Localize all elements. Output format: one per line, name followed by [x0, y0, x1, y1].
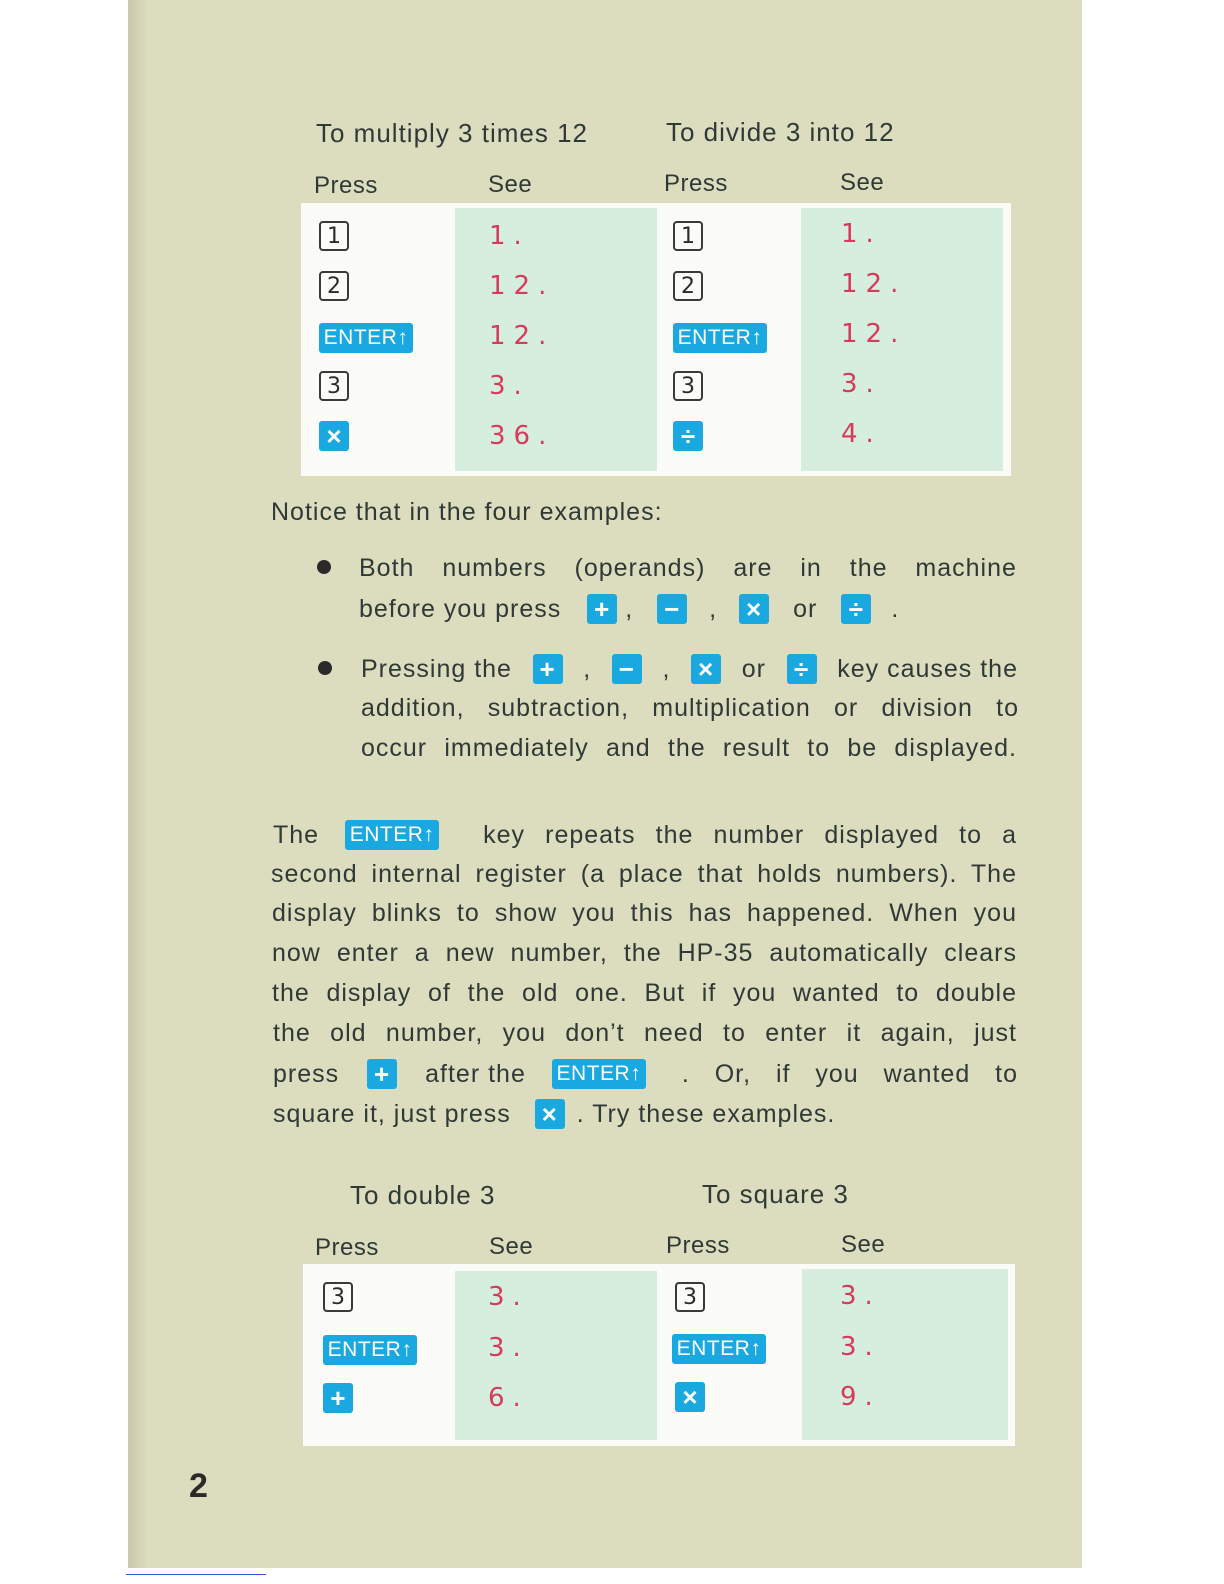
word: machine: [915, 554, 1017, 582]
digit-key: 3: [319, 371, 349, 401]
enter-para-line1-end: key repeats the number displayed to a: [483, 820, 1017, 849]
times-key: ×: [739, 594, 769, 624]
page-spine: [128, 0, 148, 1568]
divide-display-1: 1.: [841, 219, 882, 249]
footer-link-underline[interactable]: [126, 1574, 266, 1575]
bullet2-line2: addition, subtraction, multiplication or division to: [361, 694, 1019, 722]
try-text: . Try these examples.: [576, 1099, 836, 1128]
bullet1-line2: [359, 594, 899, 624]
square-text: square it, just press: [273, 1099, 511, 1128]
page-number: 2: [189, 1467, 208, 1505]
multiply-key-4: [319, 371, 349, 401]
double-display-column: [455, 1271, 657, 1440]
times-key: ×: [535, 1099, 565, 1129]
word: Both: [359, 554, 415, 582]
top-example-table: [301, 203, 1011, 476]
double-press-header: Press: [315, 1234, 379, 1261]
notice-intro: Notice that in the four examples:: [271, 498, 663, 526]
times-key: ×: [319, 421, 349, 451]
digit-key: 3: [673, 371, 703, 401]
press-text: press: [273, 1059, 340, 1088]
word: numbers: [442, 554, 547, 582]
enter-key: ENTER↑: [552, 1059, 646, 1089]
enter-para-line5: the display of the old one. But if you wanted to double: [272, 979, 1017, 1007]
plus-key: +: [533, 654, 563, 684]
bullet2-line1: [361, 654, 1018, 688]
word: are: [733, 554, 773, 582]
bullet-dot: [317, 560, 331, 574]
divide-title: To divide 3 into 12: [666, 117, 895, 147]
minus-key: −: [657, 594, 687, 624]
divide-key-5: [673, 421, 703, 451]
multiply-display-3: 12.: [489, 321, 555, 351]
square-key-2: [672, 1334, 766, 1364]
plus-key: +: [323, 1383, 353, 1413]
times-key: ×: [675, 1382, 705, 1412]
divide-display-4: 3.: [841, 369, 882, 399]
divide-key: ÷: [673, 421, 703, 451]
enter-key: ENTER↑: [319, 323, 413, 353]
square-display-2: 3.: [840, 1332, 881, 1362]
digit-key: 1: [673, 221, 703, 251]
enter-key: ENTER↑: [673, 323, 767, 353]
digit-key: 1: [319, 221, 349, 251]
double-key-3: [323, 1383, 353, 1413]
enter-para-line1: [273, 820, 1017, 854]
word: (operands): [574, 554, 706, 582]
word: the: [849, 554, 888, 582]
digit-key: 3: [323, 1282, 353, 1312]
double-key-1: [323, 1282, 353, 1312]
multiply-display-5: 36.: [489, 421, 555, 451]
enter-para-line2: second internal register (a place that holds numbers). The: [271, 860, 1017, 888]
multiply-key-3: [319, 323, 413, 353]
plus-key: +: [367, 1059, 397, 1089]
divide-display-3: 12.: [841, 319, 907, 349]
multiply-display-2: 12.: [489, 271, 555, 301]
enter-para-line4: now enter a new number, the HP-35 automatically clears: [272, 939, 1017, 967]
multiply-display-4: 3.: [489, 371, 530, 401]
times-key: ×: [691, 654, 721, 684]
enter-key: ENTER↑: [345, 820, 439, 850]
divide-display-2: 12.: [841, 269, 907, 299]
separator: ,: [662, 654, 671, 683]
bullet1-line1: [359, 554, 1017, 588]
enter-para-line7: [273, 1059, 1018, 1093]
or-text: or: [793, 594, 818, 623]
square-see-header: See: [841, 1231, 886, 1258]
multiply-display-1: 1.: [489, 221, 530, 251]
divide-press-header: Press: [664, 170, 728, 197]
bullet-dot: [318, 661, 332, 675]
digit-key: 2: [319, 271, 349, 301]
enter-para-line3: display blinks to show you this has happened. When you: [272, 899, 1017, 927]
square-display-column: [802, 1269, 1008, 1440]
divide-key-2: [673, 271, 703, 301]
square-display-3: 9.: [840, 1382, 881, 1412]
enter-key: ENTER↑: [323, 1335, 417, 1365]
multiply-see-header: See: [488, 171, 533, 198]
square-press-header: Press: [666, 1232, 730, 1259]
enter-para-line6: the old number, you don’t need to enter it again, just: [273, 1019, 1017, 1047]
bullet2-line3: occur immediately and the result to be displayed.: [361, 734, 1017, 762]
multiply-key-2: [319, 271, 349, 301]
double-see-header: See: [489, 1233, 534, 1260]
word: in: [800, 554, 822, 582]
double-display-3: 6.: [488, 1383, 529, 1413]
enter-para-line8: [273, 1099, 835, 1129]
divide-key-1: [673, 221, 703, 251]
period: .: [891, 594, 900, 623]
multiply-key-1: [319, 221, 349, 251]
divide-key-4: [673, 371, 703, 401]
divide-key: ÷: [841, 594, 871, 624]
minus-key: −: [612, 654, 642, 684]
double-title: To double 3: [350, 1180, 496, 1210]
separator: ,: [583, 654, 592, 683]
bottom-example-table: [303, 1264, 1015, 1446]
bullet2-start: Pressing the: [361, 654, 512, 683]
divide-key: ÷: [787, 654, 817, 684]
double-display-1: 3.: [488, 1282, 529, 1312]
double-display-2: 3.: [488, 1333, 529, 1363]
divide-display-5: 4.: [841, 419, 882, 449]
digit-key: 2: [673, 271, 703, 301]
square-display-1: 3.: [840, 1281, 881, 1311]
multiply-press-header: Press: [314, 172, 378, 199]
plus-key: +: [587, 594, 617, 624]
bullet2-end: key causes the: [837, 654, 1018, 683]
divide-key-3: [673, 323, 767, 353]
or-text: or: [741, 654, 766, 683]
double-key-2: [323, 1335, 417, 1365]
separator: ,: [709, 594, 718, 623]
bullet1-line2-text: before you press: [359, 594, 562, 623]
enter-para-line7-end: . Or, if you wanted to: [681, 1059, 1018, 1088]
enter-para-the: The: [273, 820, 320, 849]
enter-key: ENTER↑: [672, 1334, 766, 1364]
square-key-3: [675, 1382, 705, 1412]
separator: ,: [625, 594, 634, 623]
multiply-display-column: [455, 208, 657, 471]
square-title: To square 3: [702, 1179, 849, 1209]
divide-see-header: See: [840, 169, 885, 196]
multiply-title: To multiply 3 times 12: [316, 118, 588, 148]
digit-key: 3: [675, 1282, 705, 1312]
multiply-key-5: [319, 421, 349, 451]
square-key-1: [675, 1282, 705, 1312]
after-the-text: after the: [425, 1059, 526, 1088]
